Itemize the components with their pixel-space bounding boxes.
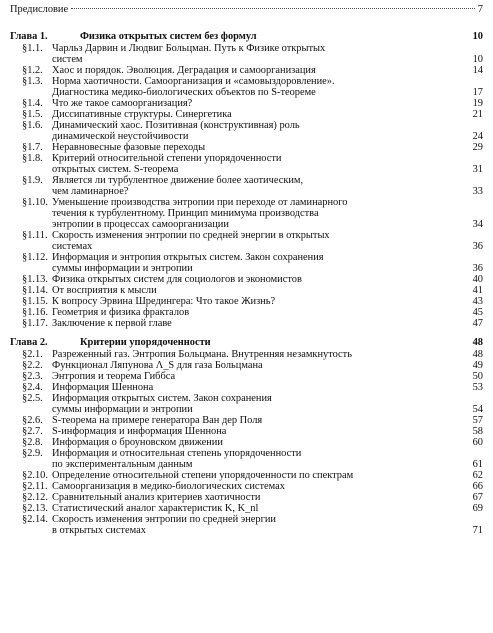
title-text: Норма хаотичности. Самоорганизация и «самовыздоровление».	[52, 76, 335, 87]
title-line	[52, 514, 483, 525]
title-line	[52, 371, 483, 382]
title-text: S-информация и информация Шеннона	[52, 426, 227, 437]
title-line	[52, 393, 483, 404]
toc-entry[interactable]	[10, 230, 483, 252]
page-number: 24	[472, 131, 483, 142]
page-number: 41	[472, 285, 483, 296]
title-line	[52, 87, 483, 98]
section-title	[52, 470, 483, 481]
title-line	[52, 525, 483, 536]
chapter-2	[10, 337, 483, 536]
page-number: 33	[472, 186, 483, 197]
title-line	[52, 296, 483, 307]
title-text: Информация о броуновском движении	[52, 437, 223, 448]
title-text: Динамический хаос. Позитивная (конструктивная) роль	[52, 120, 300, 131]
section-number: §1.11.	[22, 230, 48, 241]
title-text: S-теорема на примере генератора Ван дер Поля	[52, 415, 263, 426]
title-text: Чарльз Дарвин и Людвиг Больцман. Путь к Физике открытых	[52, 43, 326, 54]
section-title	[52, 307, 483, 318]
section-title	[52, 503, 483, 514]
toc-entry[interactable]	[10, 43, 483, 65]
title-text: системах	[52, 241, 93, 252]
section-title	[52, 437, 483, 448]
chapter-1	[10, 31, 483, 329]
toc-entry[interactable]	[10, 492, 483, 503]
section-number: §1.4.	[22, 98, 43, 109]
title-line	[52, 448, 483, 459]
title-text: суммы информации и энтропии	[52, 263, 193, 274]
title-text: Энтропия и теорема Гиббса	[52, 371, 176, 382]
toc-entry[interactable]	[10, 481, 483, 492]
title-text: по экспериментальным данным	[52, 459, 193, 470]
section-number: §2.2.	[22, 360, 43, 371]
chapter-page: 48	[472, 337, 483, 348]
page-number: 17	[472, 87, 483, 98]
title-text: Уменьшение производства энтропии при переходе от ламинарного	[52, 197, 348, 208]
section-title	[52, 252, 483, 274]
page-number: 71	[472, 525, 483, 536]
title-text: в открытых системах	[52, 525, 146, 536]
section-title	[52, 175, 483, 197]
page-number: 19	[472, 98, 483, 109]
title-text: чем ламинарное?	[52, 186, 129, 197]
title-line	[52, 404, 483, 415]
title-text: Физика открытых систем для социологов и экономистов	[52, 274, 302, 285]
title-line	[52, 43, 483, 54]
section-number: §1.8.	[22, 153, 43, 164]
toc-entry[interactable]	[10, 120, 483, 142]
section-title	[52, 382, 483, 393]
toc-entry[interactable]	[10, 382, 483, 393]
page-number: 34	[472, 219, 483, 230]
page-number: 60	[472, 437, 483, 448]
section-number: §2.10.	[22, 470, 48, 481]
title-text: Скорость изменения энтропии по средней энергии в открытых	[52, 230, 330, 241]
section-number: §1.12.	[22, 252, 48, 263]
title-line	[52, 349, 483, 360]
title-line	[52, 426, 483, 437]
title-text: динамической неустойчивости	[52, 131, 189, 142]
section-title	[52, 285, 483, 296]
section-number: §1.1.	[22, 43, 43, 54]
chapters-list	[10, 31, 483, 536]
toc-entry[interactable]	[10, 470, 483, 481]
title-line	[52, 76, 483, 87]
chapter-title: Критерии упорядоченности	[80, 337, 211, 348]
toc-entry[interactable]	[10, 142, 483, 153]
title-text: энтропии в процессах самоорганизации	[52, 219, 229, 230]
page-number: 45	[472, 307, 483, 318]
section-title	[52, 98, 483, 109]
section-number: §2.1.	[22, 349, 43, 360]
title-line	[52, 382, 483, 393]
section-title	[52, 230, 483, 252]
chapter-title: Физика открытых систем без формул	[80, 31, 257, 42]
title-line	[52, 492, 483, 503]
section-title	[52, 197, 483, 230]
toc-entry[interactable]	[10, 448, 483, 470]
section-number: §2.9.	[22, 448, 43, 459]
section-number: §2.13.	[22, 503, 48, 514]
section-number: §1.13.	[22, 274, 48, 285]
toc-entry[interactable]	[10, 175, 483, 197]
title-line	[52, 131, 483, 142]
section-title	[52, 318, 483, 329]
title-text: Хаос и порядок. Эволюция. Деградация и самоорганизация	[52, 65, 316, 76]
section-number: §1.10.	[22, 197, 48, 208]
page-number: 57	[472, 415, 483, 426]
title-line	[52, 459, 483, 470]
page-number: 58	[472, 426, 483, 437]
page-number: 48	[472, 349, 483, 360]
title-text: Разреженный газ. Энтропия Больцмана. Внутренняя незамкнутость	[52, 349, 352, 360]
title-line	[52, 285, 483, 296]
page-number: 21	[472, 109, 483, 120]
chapter-number: Глава 2.	[10, 337, 48, 348]
title-line	[52, 241, 483, 252]
title-line	[52, 307, 483, 318]
title-text: Является ли турбулентное движение более хаотическим,	[52, 175, 304, 186]
toc-entry[interactable]	[10, 109, 483, 120]
section-title	[52, 76, 483, 98]
page-number: 40	[472, 274, 483, 285]
section-title	[52, 481, 483, 492]
section-number: §2.12.	[22, 492, 48, 503]
title-line	[52, 503, 483, 514]
title-text: К вопросу Эрвина Шредингера: Что такое Жизнь?	[52, 296, 276, 307]
section-title	[52, 514, 483, 536]
title-line	[52, 186, 483, 197]
page-number: 14	[472, 65, 483, 76]
page-number: 53	[472, 382, 483, 393]
toc-entry[interactable]	[10, 349, 483, 360]
chapter-heading[interactable]	[10, 337, 483, 349]
toc-entry[interactable]	[10, 274, 483, 285]
section-number: §1.9.	[22, 175, 43, 186]
title-line	[52, 470, 483, 481]
toc-entry[interactable]	[10, 426, 483, 437]
page-number: 54	[472, 404, 483, 415]
title-line	[52, 481, 483, 492]
section-title	[52, 492, 483, 503]
chapter-page: 10	[472, 31, 483, 42]
page-number: 66	[472, 481, 483, 492]
preface-title: Предисловие	[10, 4, 69, 15]
title-line	[52, 142, 483, 153]
toc-entry[interactable]	[10, 153, 483, 175]
section-number: §2.3.	[22, 371, 43, 382]
page-number: 31	[472, 164, 483, 175]
section-number: §2.7.	[22, 426, 43, 437]
page-number: 36	[472, 241, 483, 252]
toc-entry[interactable]	[10, 65, 483, 76]
title-line	[52, 120, 483, 131]
title-line	[52, 175, 483, 186]
toc-entry[interactable]	[10, 393, 483, 415]
title-text: Информация и относительная степень упорядоченности	[52, 448, 302, 459]
title-text: Информация Шеннона	[52, 382, 154, 393]
toc-entry[interactable]	[10, 98, 483, 109]
toc-entry[interactable]	[10, 252, 483, 274]
section-title	[52, 349, 483, 360]
toc-entry[interactable]	[10, 371, 483, 382]
title-text: Сравнительный анализ критериев хаотичности	[52, 492, 261, 503]
page-number: 43	[472, 296, 483, 307]
toc-entry[interactable]	[10, 437, 483, 448]
section-title	[52, 448, 483, 470]
title-line	[52, 153, 483, 164]
section-number: §2.11.	[22, 481, 48, 492]
title-line	[52, 65, 483, 76]
title-line	[52, 360, 483, 371]
section-title	[52, 120, 483, 142]
section-title	[52, 296, 483, 307]
section-title	[52, 371, 483, 382]
section-title	[52, 274, 483, 285]
title-text: течения к турбулентному. Принцип минимума производства	[52, 208, 319, 219]
chapter-number: Глава 1.	[10, 31, 48, 42]
chapter-heading[interactable]	[10, 31, 483, 43]
section-number: §2.4.	[22, 382, 43, 393]
title-line	[52, 208, 483, 219]
title-text: Самоорганизация в медико-биологических системах	[52, 481, 285, 492]
section-number: §1.2.	[22, 65, 43, 76]
page-number: 10	[472, 54, 483, 65]
section-number: §1.17.	[22, 318, 48, 329]
title-text: Информация и энтропия открытых систем. Закон сохранения	[52, 252, 324, 263]
section-title	[52, 65, 483, 76]
page-number: 62	[472, 470, 483, 481]
page-number: 36	[472, 263, 483, 274]
section-number: §2.8.	[22, 437, 43, 448]
section-number: §1.6.	[22, 120, 43, 131]
page-number: 49	[472, 360, 483, 371]
title-text: Информация открытых систем. Закон сохранения	[52, 393, 272, 404]
title-text: открытых систем. S-теорема	[52, 164, 179, 175]
title-text: Геометрия и физика фракталов	[52, 307, 190, 318]
title-line	[52, 197, 483, 208]
section-number: §1.16.	[22, 307, 48, 318]
title-line	[52, 54, 483, 65]
title-text: Заключение к первой главе	[52, 318, 172, 329]
title-line	[52, 219, 483, 230]
toc-entry[interactable]	[10, 197, 483, 230]
section-title	[52, 426, 483, 437]
page-number: 50	[472, 371, 483, 382]
title-line	[52, 263, 483, 274]
title-text: Функционал Ляпунова Λ_S для газа Больцмана	[52, 360, 263, 371]
section-title	[52, 153, 483, 175]
title-line	[52, 437, 483, 448]
title-text: Критерий относительной степени упорядоченности	[52, 153, 282, 164]
preface-page: 7	[477, 4, 483, 15]
section-number: §1.14.	[22, 285, 48, 296]
title-text: Диагностика медико-биологических объектов по S-теореме	[52, 87, 316, 98]
section-title	[52, 360, 483, 371]
section-number: §1.7.	[22, 142, 43, 153]
title-text: От восприятия к мысли	[52, 285, 157, 296]
page-number: 61	[472, 459, 483, 470]
title-line	[52, 252, 483, 263]
toc-entry[interactable]	[10, 503, 483, 514]
page-number: 29	[472, 142, 483, 153]
section-title	[52, 393, 483, 415]
toc-entry[interactable]	[10, 76, 483, 98]
title-text: систем	[52, 54, 83, 65]
title-text: Статистический аналог характеристик K, K_nl	[52, 503, 259, 514]
title-line	[52, 164, 483, 175]
title-text: Что же такое самоорганизация?	[52, 98, 193, 109]
page-number: 47	[472, 318, 483, 329]
title-line	[52, 109, 483, 120]
title-line	[52, 318, 483, 329]
title-line	[52, 230, 483, 241]
toc-entry[interactable]	[10, 514, 483, 536]
section-number: §1.15.	[22, 296, 48, 307]
title-line	[52, 98, 483, 109]
title-line	[52, 274, 483, 285]
toc-entry[interactable]	[10, 307, 483, 318]
section-number: §2.6.	[22, 415, 43, 426]
section-number: §1.5.	[22, 109, 43, 120]
toc-entry[interactable]	[10, 285, 483, 296]
page-number: 67	[472, 492, 483, 503]
section-title	[52, 415, 483, 426]
section-number: §2.5.	[22, 393, 43, 404]
preface-entry[interactable]	[10, 4, 483, 16]
section-title	[52, 109, 483, 120]
toc-entry[interactable]	[10, 360, 483, 371]
page-number: 69	[472, 503, 483, 514]
section-number: §2.14.	[22, 514, 48, 525]
title-line	[52, 415, 483, 426]
title-text: суммы информации и энтропии	[52, 404, 193, 415]
title-text: Определение относительной степени упорядоченности по спектрам	[52, 470, 354, 481]
toc-entry[interactable]	[10, 296, 483, 307]
title-text: Диссипативные структуры. Синергетика	[52, 109, 232, 120]
section-title	[52, 142, 483, 153]
toc-entry[interactable]	[10, 318, 483, 329]
toc-entry[interactable]	[10, 415, 483, 426]
section-number: §1.3.	[22, 76, 43, 87]
section-title	[52, 43, 483, 65]
title-text: Неравновесные фазовые переходы	[52, 142, 206, 153]
leader-dots	[71, 8, 475, 9]
title-text: Скорость изменения энтропии по средней энергии	[52, 514, 276, 525]
